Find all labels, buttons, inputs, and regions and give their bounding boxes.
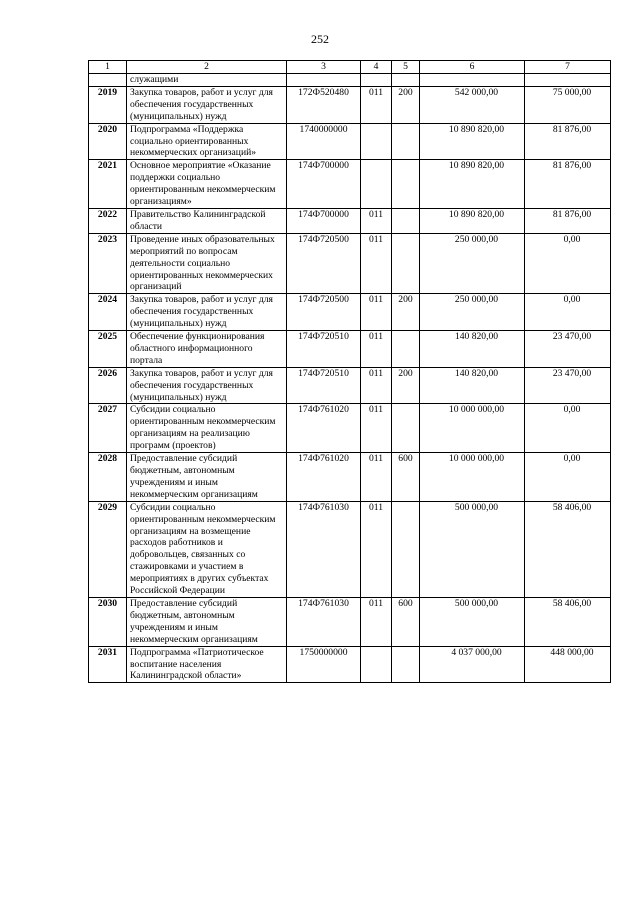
- column-header: 2: [127, 61, 287, 74]
- cell-num: 2027: [89, 404, 127, 453]
- cell-admin: 011: [361, 597, 392, 646]
- cell-sum1: 140 820,00: [420, 367, 525, 404]
- cell-type: [392, 331, 420, 368]
- cell-type: 600: [392, 597, 420, 646]
- cell-name: служащими: [127, 74, 287, 87]
- cell-name: Субсидии социально ориентированным некоммерческим организациям на возмещение расходов работников и добровольцев, связанных со стажировками и участием в мероприятиях в других субъектах Российской Федерации: [127, 501, 287, 597]
- page-number: 252: [311, 32, 329, 46]
- cell-num: 2029: [89, 501, 127, 597]
- cell-admin: [361, 160, 392, 209]
- cell-sum2: 0,00: [525, 233, 611, 294]
- table-row: [89, 453, 611, 502]
- cell-sum1: 500 000,00: [420, 501, 525, 597]
- cell-sum2: 81 876,00: [525, 123, 611, 160]
- cell-sum2: 58 406,00: [525, 597, 611, 646]
- cell-admin: [361, 123, 392, 160]
- cell-admin: 011: [361, 208, 392, 233]
- cell-num: 2023: [89, 233, 127, 294]
- cell-num: 2019: [89, 86, 127, 123]
- cell-type: [392, 501, 420, 597]
- budget-table: [88, 60, 611, 683]
- cell-code: 174Ф700000: [287, 208, 361, 233]
- cell-admin: 011: [361, 86, 392, 123]
- cell-code: 174Ф720500: [287, 233, 361, 294]
- cell-num: 2031: [89, 646, 127, 683]
- cell-admin: 011: [361, 501, 392, 597]
- cell-code: [287, 74, 361, 87]
- cell-type: [392, 233, 420, 294]
- cell-num: 2026: [89, 367, 127, 404]
- cell-num: 2028: [89, 453, 127, 502]
- table-row: [89, 208, 611, 233]
- cell-sum1: [420, 74, 525, 87]
- cell-name: Обеспечение функционирования областного информационного портала: [127, 331, 287, 368]
- cell-name: Правительство Калининградской области: [127, 208, 287, 233]
- cell-admin: 011: [361, 294, 392, 331]
- table-row: [89, 160, 611, 209]
- cell-name: Предоставление субсидий бюджетным, автономным учреждениям и иным некоммерческим организациям: [127, 597, 287, 646]
- table-row: [89, 233, 611, 294]
- cell-name: Подпрограмма «Поддержка социально ориентированных некоммерческих организаций»: [127, 123, 287, 160]
- cell-code: 1750000000: [287, 646, 361, 683]
- cell-type: 200: [392, 86, 420, 123]
- cell-sum2: 58 406,00: [525, 501, 611, 597]
- cell-code: 1740000000: [287, 123, 361, 160]
- cell-sum2: 23 470,00: [525, 367, 611, 404]
- cell-type: [392, 646, 420, 683]
- cell-name: Основное мероприятие «Оказание поддержки социально ориентированным некоммерческим организациям»: [127, 160, 287, 209]
- cell-sum2: 81 876,00: [525, 160, 611, 209]
- cell-code: 174Ф761020: [287, 453, 361, 502]
- cell-sum1: 4 037 000,00: [420, 646, 525, 683]
- cell-sum2: 448 000,00: [525, 646, 611, 683]
- cell-sum2: 0,00: [525, 294, 611, 331]
- cell-sum1: 500 000,00: [420, 597, 525, 646]
- cell-type: 200: [392, 367, 420, 404]
- cell-code: 174Ф761020: [287, 404, 361, 453]
- cell-sum1: 10 890 820,00: [420, 160, 525, 209]
- cell-sum1: 10 890 820,00: [420, 208, 525, 233]
- cell-type: [392, 160, 420, 209]
- cell-sum1: 10 000 000,00: [420, 404, 525, 453]
- cell-type: [392, 123, 420, 160]
- cell-num: [89, 74, 127, 87]
- table-row: [89, 331, 611, 368]
- cell-code: 174Ф761030: [287, 501, 361, 597]
- table-row: [89, 86, 611, 123]
- table-row: [89, 597, 611, 646]
- cell-code: 174Ф761030: [287, 597, 361, 646]
- cell-sum2: 0,00: [525, 404, 611, 453]
- cell-type: [392, 404, 420, 453]
- table-row: [89, 646, 611, 683]
- table-row: [89, 294, 611, 331]
- cell-sum2: 75 000,00: [525, 86, 611, 123]
- cell-sum2: 81 876,00: [525, 208, 611, 233]
- cell-type: [392, 74, 420, 87]
- cell-sum1: 542 000,00: [420, 86, 525, 123]
- cell-code: 174Ф720510: [287, 331, 361, 368]
- cell-sum2: 0,00: [525, 453, 611, 502]
- cell-sum1: 10 000 000,00: [420, 453, 525, 502]
- cell-code: 172Ф520480: [287, 86, 361, 123]
- column-header: 6: [420, 61, 525, 74]
- cell-num: 2022: [89, 208, 127, 233]
- cell-num: 2024: [89, 294, 127, 331]
- cell-num: 2021: [89, 160, 127, 209]
- table-row: [89, 367, 611, 404]
- cell-type: 600: [392, 453, 420, 502]
- cell-num: 2030: [89, 597, 127, 646]
- cell-name: Проведение иных образовательных мероприятий по вопросам деятельности социально ориентированных некоммерческих организаций: [127, 233, 287, 294]
- cell-admin: [361, 74, 392, 87]
- cell-name: Закупка товаров, работ и услуг для обеспечения государственных (муниципальных) нужд: [127, 86, 287, 123]
- cell-num: 2020: [89, 123, 127, 160]
- cell-type: [392, 208, 420, 233]
- cell-admin: 011: [361, 331, 392, 368]
- cell-code: 174Ф720510: [287, 367, 361, 404]
- cell-name: Предоставление субсидий бюджетным, автономным учреждениям и иным некоммерческим организациям: [127, 453, 287, 502]
- cell-sum1: 140 820,00: [420, 331, 525, 368]
- cell-sum2: 23 470,00: [525, 331, 611, 368]
- column-header: 7: [525, 61, 611, 74]
- cell-admin: 011: [361, 367, 392, 404]
- cell-type: 200: [392, 294, 420, 331]
- cell-name: Субсидии социально ориентированным некоммерческим организациям на реализацию программ (проектов): [127, 404, 287, 453]
- table-row: [89, 74, 611, 87]
- cell-sum1: 250 000,00: [420, 294, 525, 331]
- column-header: 5: [392, 61, 420, 74]
- column-header: 4: [361, 61, 392, 74]
- cell-sum2: [525, 74, 611, 87]
- column-header: 3: [287, 61, 361, 74]
- table-row: [89, 404, 611, 453]
- table-row: [89, 123, 611, 160]
- cell-code: 174Ф720500: [287, 294, 361, 331]
- cell-admin: 011: [361, 233, 392, 294]
- cell-admin: [361, 646, 392, 683]
- table-header-row: [89, 61, 611, 74]
- cell-num: 2025: [89, 331, 127, 368]
- cell-admin: 011: [361, 404, 392, 453]
- cell-code: 174Ф700000: [287, 160, 361, 209]
- column-header: 1: [89, 61, 127, 74]
- cell-sum1: 250 000,00: [420, 233, 525, 294]
- table-row: [89, 501, 611, 597]
- cell-name: Закупка товаров, работ и услуг для обеспечения государственных (муниципальных) нужд: [127, 367, 287, 404]
- cell-sum1: 10 890 820,00: [420, 123, 525, 160]
- cell-name: Закупка товаров, работ и услуг для обеспечения государственных (муниципальных) нужд: [127, 294, 287, 331]
- cell-admin: 011: [361, 453, 392, 502]
- cell-name: Подпрограмма «Патриотическое воспитание населения Калининградской области»: [127, 646, 287, 683]
